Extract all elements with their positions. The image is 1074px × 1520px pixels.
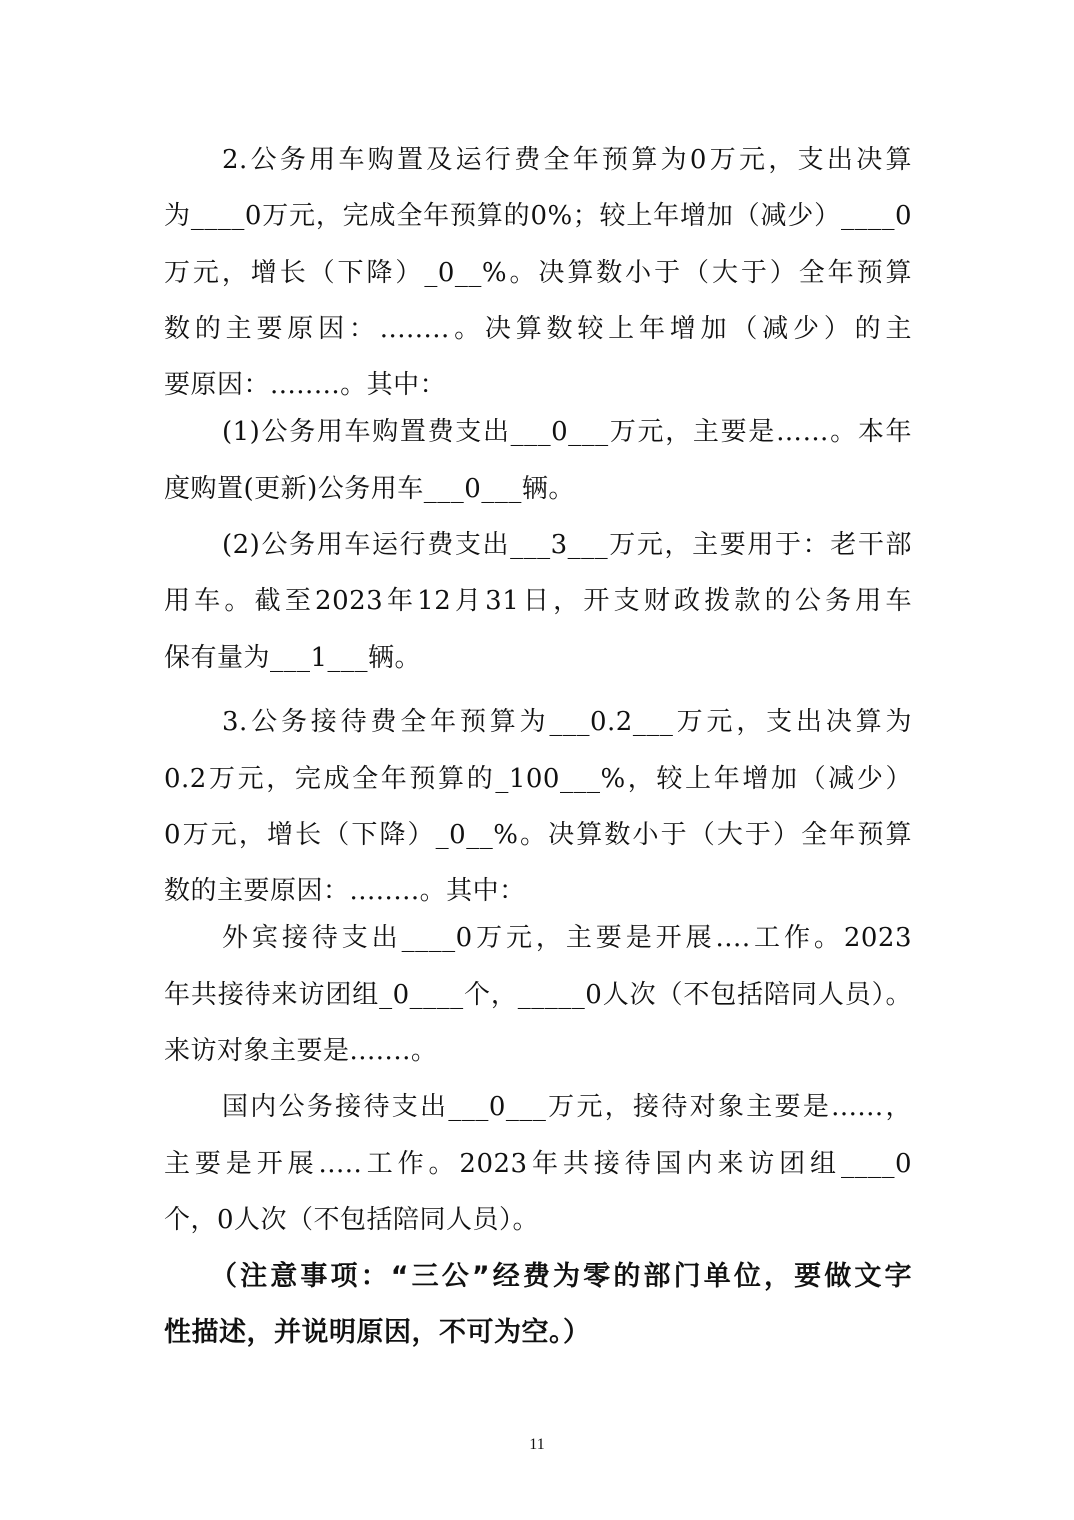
- text-line: 万元，增长（下降）_0__%。决算数小于（大于）全年预算: [164, 258, 912, 288]
- text-line: 数的主要原因：........。决算数较上年增加（减少）的主: [164, 314, 912, 344]
- text-line: 年共接待来访团组_0____个，_____0人次（不包括陪同人员）。: [164, 980, 912, 1010]
- text-line: 3.公务接待费全年预算为___0.2___万元，支出决算为: [222, 707, 912, 737]
- text-line: 用车。截至2023年12月31日，开支财政拨款的公务用车: [164, 586, 912, 616]
- text-line: 为____0万元，完成全年预算的0%；较上年增加（减少）____0: [164, 201, 912, 231]
- text-line: 来访对象主要是.......。: [164, 1036, 438, 1066]
- text-line: 0.2万元，完成全年预算的_100___%，较上年增加（减少）: [164, 764, 912, 794]
- note-line: （注意事项：“三公”经费为零的部门单位，要做文字: [210, 1261, 912, 1292]
- page-number: 11: [529, 1436, 545, 1453]
- text-line: 国内公务接待支出___0___万元，接待对象主要是......，: [222, 1092, 912, 1122]
- text-line: 0万元，增长（下降）_0__%。决算数小于（大于）全年预算: [164, 820, 912, 850]
- text-line: 要原因：........。其中：: [164, 370, 447, 400]
- text-line: (2)公务用车运行费支出___3___万元，主要用于：老干部: [222, 530, 912, 560]
- text-line: 主要是开展.....工作。2023年共接待国内来访团组____0: [164, 1149, 912, 1179]
- text-line: 个，0人次（不包括陪同人员）。: [164, 1205, 540, 1235]
- text-line: 保有量为___1___辆。: [164, 643, 422, 673]
- text-line: 外宾接待支出____0万元，主要是开展....工作。2023: [222, 923, 912, 953]
- text-line: 度购置(更新)公务用车___0___辆。: [164, 474, 575, 504]
- text-line: (1)公务用车购置费支出___0___万元，主要是……。本年: [222, 417, 912, 447]
- note-line: 性描述，并说明原因，不可为空。）: [164, 1317, 591, 1348]
- text-line: 数的主要原因：........。其中：: [164, 876, 526, 906]
- text-line: 2.公务用车购置及运行费全年预算为0万元，支出决算: [222, 145, 912, 175]
